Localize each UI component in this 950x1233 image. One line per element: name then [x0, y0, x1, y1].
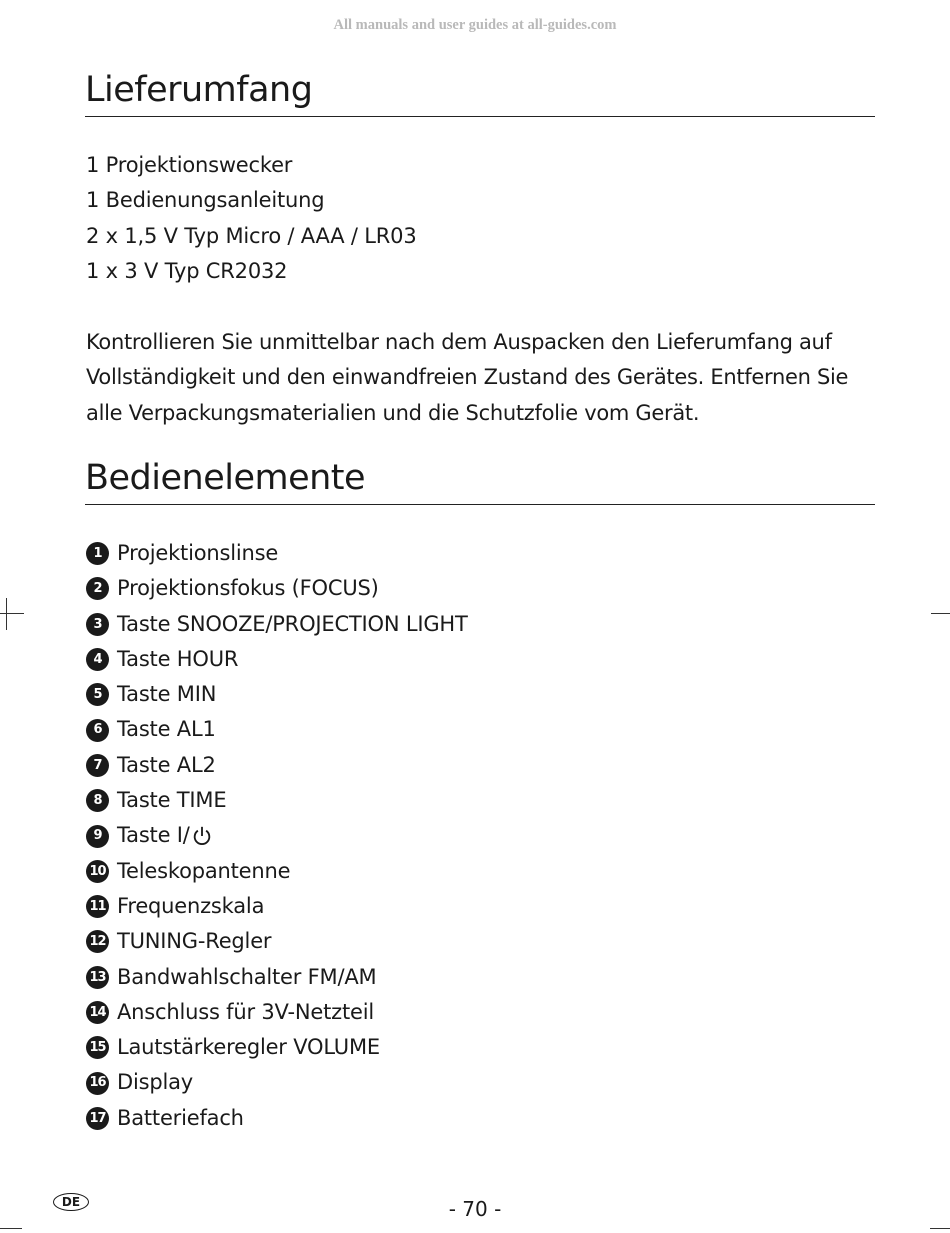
control-label: Taste AL2: [117, 752, 216, 777]
heading-lieferumfang: Lieferumfang: [85, 70, 875, 117]
crop-mark-left-vertical: [6, 598, 7, 630]
control-item-17: [86, 1101, 468, 1136]
control-label: Teleskopantenne: [117, 858, 291, 883]
crop-mark-right: [931, 613, 950, 614]
control-label: Taste TIME: [117, 788, 227, 813]
control-item-13: [86, 960, 468, 995]
list-item: 1 x 3 V Typ CR2032: [86, 258, 288, 283]
language-badge: DE: [53, 1193, 89, 1211]
number-badge: 5: [86, 683, 109, 706]
number-badge: 17: [86, 1107, 109, 1130]
control-item-6: [86, 712, 468, 747]
crop-mark-left: [0, 613, 24, 614]
number-badge: 11: [86, 895, 109, 918]
control-label: Taste AL1: [117, 717, 216, 742]
list-item: 1 Bedienungsanleitung: [86, 188, 325, 213]
control-item-5: [86, 677, 468, 712]
control-label: TUNING-Regler: [117, 929, 272, 954]
control-label: Bandwahlschalter FM/AM: [117, 964, 377, 989]
control-label: Projektionsfokus (FOCUS): [117, 576, 379, 601]
control-label: Taste HOUR: [117, 646, 239, 671]
number-badge: 16: [86, 1072, 109, 1095]
number-badge: 1: [86, 542, 109, 565]
number-badge: 13: [86, 966, 109, 989]
control-item-11: [86, 889, 468, 924]
control-item-2: [86, 571, 468, 606]
number-badge: 10: [86, 860, 109, 883]
control-label: Batteriefach: [117, 1105, 244, 1130]
control-item-4: [86, 642, 468, 677]
number-badge: 8: [86, 789, 109, 812]
watermark: All manuals and user guides at all-guides.com: [333, 17, 617, 33]
control-item-15: [86, 1030, 468, 1065]
control-item-9: [86, 818, 468, 853]
control-item-8: [86, 783, 468, 818]
list-item: 2 x 1,5 V Typ Micro / AAA / LR03: [86, 223, 417, 248]
number-badge: 12: [86, 930, 109, 953]
control-item-14: [86, 995, 468, 1030]
scope-list: [86, 148, 417, 289]
control-label: Frequenzskala: [117, 893, 265, 918]
control-item-1: [86, 536, 468, 571]
power-icon: [191, 825, 213, 847]
number-badge: 2: [86, 577, 109, 600]
heading-bedienelemente: Bedienelemente: [85, 458, 875, 505]
check-paragraph: Kontrollieren Sie unmittelbar nach dem Auspacken den Lieferumfang auf Vollständigkeit und den einwandfreien Zustand des Gerätes. Entfernen Sie alle Verpackungsmaterialien und die Schutzfolie vom Gerät.: [86, 330, 849, 425]
number-badge: 9: [86, 825, 109, 848]
control-item-10: [86, 854, 468, 889]
control-label: Taste MIN: [117, 682, 217, 707]
control-item-7: [86, 748, 468, 783]
list-item: 1 Projektionswecker: [86, 153, 293, 177]
number-badge: 6: [86, 719, 109, 742]
control-item-3: [86, 607, 468, 642]
number-badge: 14: [86, 1001, 109, 1024]
control-label: Projektionslinse: [117, 541, 279, 565]
number-badge: 15: [86, 1036, 109, 1059]
crop-mark-bottom-right: [930, 1228, 950, 1229]
controls-list: [86, 536, 468, 1136]
control-item-16: [86, 1065, 468, 1100]
crop-mark-bottom-left: [0, 1228, 22, 1229]
control-label: Anschluss für 3V-Netzteil: [117, 999, 374, 1024]
number-badge: 4: [86, 648, 109, 671]
control-label: Display: [117, 1070, 194, 1095]
control-item-12: [86, 924, 468, 959]
number-badge: 7: [86, 754, 109, 777]
control-label: Lautstärkeregler VOLUME: [117, 1035, 380, 1060]
control-label: Taste I/: [117, 823, 190, 848]
page-number: - 70 -: [448, 1197, 502, 1221]
number-badge: 3: [86, 613, 109, 636]
control-label: Taste SNOOZE/PROJECTION LIGHT: [117, 611, 468, 636]
